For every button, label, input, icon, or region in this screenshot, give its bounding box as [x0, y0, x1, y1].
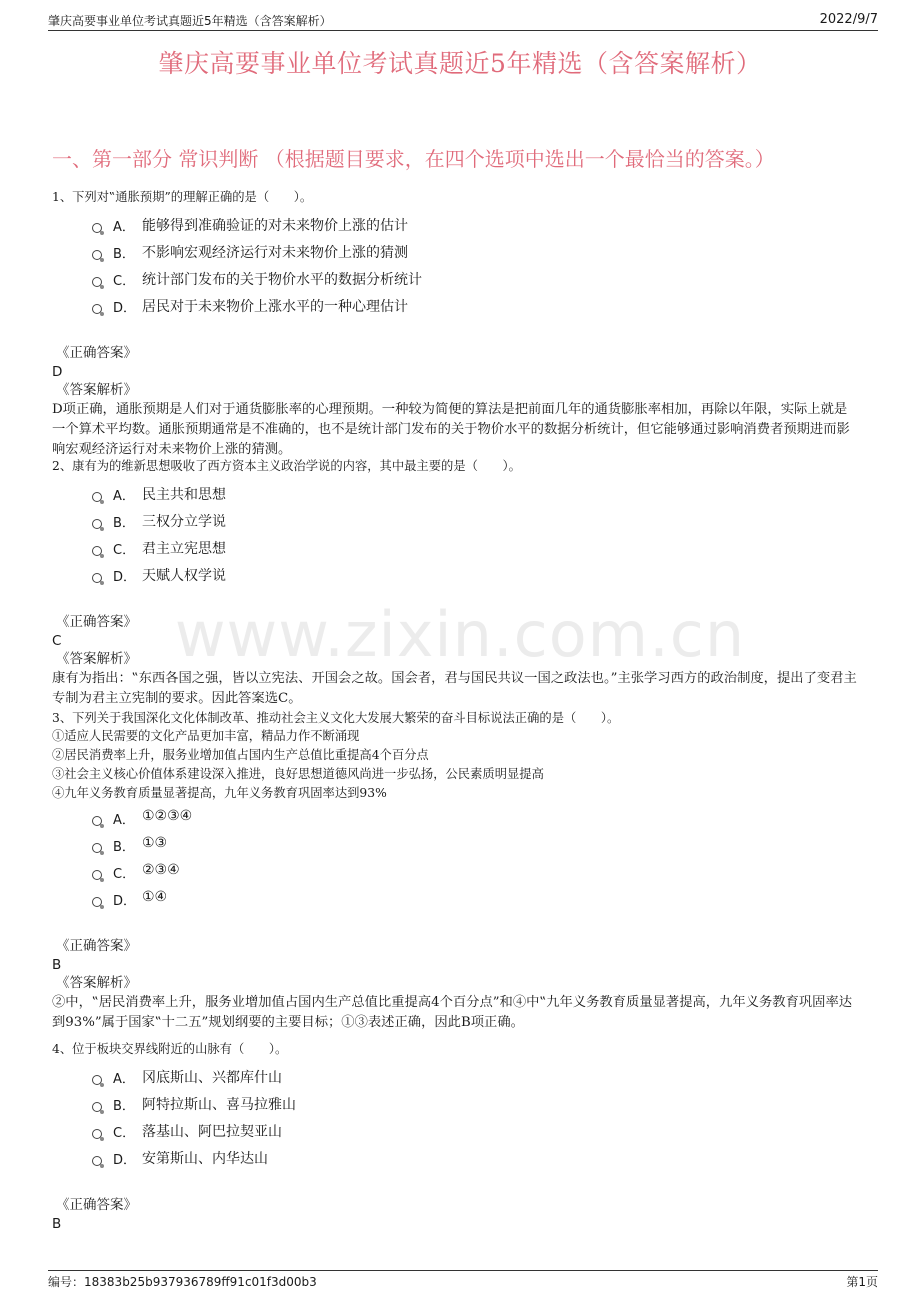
radio-button[interactable] — [92, 223, 102, 233]
radio-button[interactable] — [92, 519, 102, 529]
radio-button[interactable] — [92, 304, 102, 314]
option-text: ①④ — [142, 889, 168, 905]
statement-1: ①适应人民需要的文化产品更加丰富，精品力作不断涌现 — [52, 729, 360, 743]
option-text: 冈底斯山、兴都库什山 — [142, 1070, 282, 1086]
document-title: 肇庆高要事业单位考试真题近5年精选（含答案解析） — [158, 49, 762, 78]
option-text: 阿特拉斯山、喜马拉雅山 — [142, 1097, 296, 1113]
option-letter: C． — [113, 1126, 136, 1141]
explanation-text: ②中，‟居民消费率上升，服务业增加值占国内生产总值比重提高4个百分点”和④中‟九年义务教育质量显著提高，九年义务教育巩固率达到93%”属于国家‟十二五”规划纲要的主要目标；①③表述正确，因此B项正确。 — [52, 995, 853, 1030]
option-text: 民主共和思想 — [142, 487, 226, 503]
option-text: 君主立宪思想 — [142, 541, 226, 557]
option-d[interactable] — [92, 295, 858, 322]
option-b[interactable] — [92, 1093, 858, 1120]
option-letter: B． — [113, 1099, 135, 1114]
option-letter: D． — [113, 570, 137, 585]
option-text: 安第斯山、内华达山 — [142, 1151, 268, 1167]
option-a[interactable] — [92, 483, 858, 510]
option-letter: C． — [113, 274, 136, 289]
option-letter: A． — [113, 489, 135, 504]
radio-button[interactable] — [92, 492, 102, 502]
answer-heading: 《正确答案》 — [56, 614, 137, 630]
answer-heading: 《正确答案》 — [56, 1197, 137, 1213]
option-text: 居民对于未来物价上涨水平的一种心理估计 — [142, 299, 408, 315]
answer-value: C — [52, 633, 62, 649]
header-divider — [48, 30, 878, 31]
header-doc-title: 肇庆高要事业单位考试真题近5年精选（含答案解析） — [48, 14, 332, 28]
radio-button[interactable] — [92, 1075, 102, 1085]
answer-value: D — [52, 364, 63, 380]
option-text: 三权分立学说 — [142, 514, 226, 530]
question-text: 2、康有为的维新思想吸收了西方资本主义政治学说的内容，其中最主要的是（ ）。 — [52, 459, 521, 473]
option-a[interactable] — [92, 214, 858, 241]
option-letter: B． — [113, 247, 135, 262]
question-4 — [52, 1040, 858, 1233]
option-text: 落基山、阿巴拉契亚山 — [142, 1124, 282, 1140]
option-c[interactable] — [92, 537, 858, 564]
statement-3: ③社会主义核心价值体系建设深入推进，良好思想道德风尚进一步弘扬，公民素质明显提高 — [52, 767, 544, 781]
answer-value: B — [52, 1216, 62, 1232]
option-d[interactable] — [92, 564, 858, 591]
option-text: ②③④ — [142, 862, 180, 878]
option-letter: D． — [113, 1153, 137, 1168]
radio-button[interactable] — [92, 816, 102, 826]
radio-button[interactable] — [92, 897, 102, 907]
statement-4: ④九年义务教育质量显著提高，九年义务教育巩固率达到93% — [52, 786, 387, 800]
header-date: 2022/9/7 — [819, 12, 878, 27]
option-text: ①②③④ — [142, 808, 193, 824]
footer-code-label: 编号： — [48, 1275, 85, 1289]
section-heading: 一、第一部分 常识判断 （根据题目要求，在四个选项中选出一个最恰当的答案。） — [52, 147, 775, 171]
footer-code-value: 18383b25b937936789ff91c01f3d00b3 — [84, 1275, 317, 1289]
explanation-text: D项正确，通胀预期是人们对于通货膨胀率的心理预期。一种较为简便的算法是把前面几年的通货膨胀率相加，再除以年限，实际上就是一个算术平均数。通胀预期通常是不准确的，也不是统计部门发布的关于物价水平的数据分析统计，但它能够通过影响消费者预期进而影响宏观经济运行对未来物价上涨的猜测。 — [52, 402, 850, 457]
option-a[interactable] — [92, 807, 858, 834]
question-text: 3、下列关于我国深化文化体制改革、推动社会主义文化大发展大繁荣的奋斗目标说法正确的是（ ）。 — [52, 711, 620, 725]
statement-2: ②居民消费率上升，服务业增加值占国内生产总值比重提高4个百分点 — [52, 748, 429, 762]
option-a[interactable] — [92, 1066, 858, 1093]
option-c[interactable] — [92, 1120, 858, 1147]
option-letter: A． — [113, 220, 135, 235]
question-text: 1、下列对‟通胀预期”的理解正确的是（ ）。 — [52, 190, 313, 204]
explanation-heading: 《答案解析》 — [56, 975, 137, 991]
answer-heading: 《正确答案》 — [56, 938, 137, 954]
answer-value: B — [52, 957, 62, 973]
page-header — [48, 10, 878, 30]
explanation-text: 康有为指出：‟东西各国之强，皆以立宪法、开国会之故。国会者，君与国民共议一国之政法也。”主张学习西方的政治制度，提出了变君主专制为君主立宪制的要求。因此答案选C。 — [52, 671, 857, 706]
option-text: 不影响宏观经济运行对未来物价上涨的猜测 — [142, 245, 408, 261]
option-c[interactable] — [92, 861, 858, 888]
explanation-heading: 《答案解析》 — [56, 651, 137, 667]
option-d[interactable] — [92, 888, 858, 915]
footer-page-number: 第1页 — [846, 1275, 878, 1289]
footer-divider — [48, 1270, 878, 1271]
option-text: ①③ — [142, 835, 168, 851]
radio-button[interactable] — [92, 250, 102, 260]
option-text: 统计部门发布的关于物价水平的数据分析统计 — [142, 272, 422, 288]
option-b[interactable] — [92, 241, 858, 268]
option-letter: C． — [113, 543, 136, 558]
option-letter: B． — [113, 840, 135, 855]
radio-button[interactable] — [92, 277, 102, 287]
question-3 — [52, 709, 858, 1033]
option-b[interactable] — [92, 510, 858, 537]
option-letter: D． — [113, 301, 137, 316]
option-letter: A． — [113, 1072, 135, 1087]
radio-button[interactable] — [92, 1129, 102, 1139]
radio-button[interactable] — [92, 573, 102, 583]
radio-button[interactable] — [92, 870, 102, 880]
option-letter: B． — [113, 516, 135, 531]
option-letter: C． — [113, 867, 136, 882]
explanation-heading: 《答案解析》 — [56, 382, 137, 398]
option-c[interactable] — [92, 268, 858, 295]
option-letter: A． — [113, 813, 135, 828]
option-text: 能够得到准确验证的对未来物价上涨的估计 — [142, 218, 408, 234]
question-text: 4、位于板块交界线附近的山脉有（ ）。 — [52, 1042, 288, 1056]
radio-button[interactable] — [92, 1102, 102, 1112]
option-b[interactable] — [92, 834, 858, 861]
footer-code — [48, 1273, 317, 1290]
option-text: 天赋人权学说 — [142, 568, 226, 584]
answer-heading: 《正确答案》 — [56, 345, 137, 361]
radio-button[interactable] — [92, 546, 102, 556]
watermark: www.zixin.com.cn — [174, 598, 746, 671]
question-2 — [52, 457, 858, 709]
radio-button[interactable] — [92, 1156, 102, 1166]
option-letter: D． — [113, 894, 137, 909]
radio-button[interactable] — [92, 843, 102, 853]
option-d[interactable] — [92, 1147, 858, 1174]
question-1 — [52, 188, 858, 460]
